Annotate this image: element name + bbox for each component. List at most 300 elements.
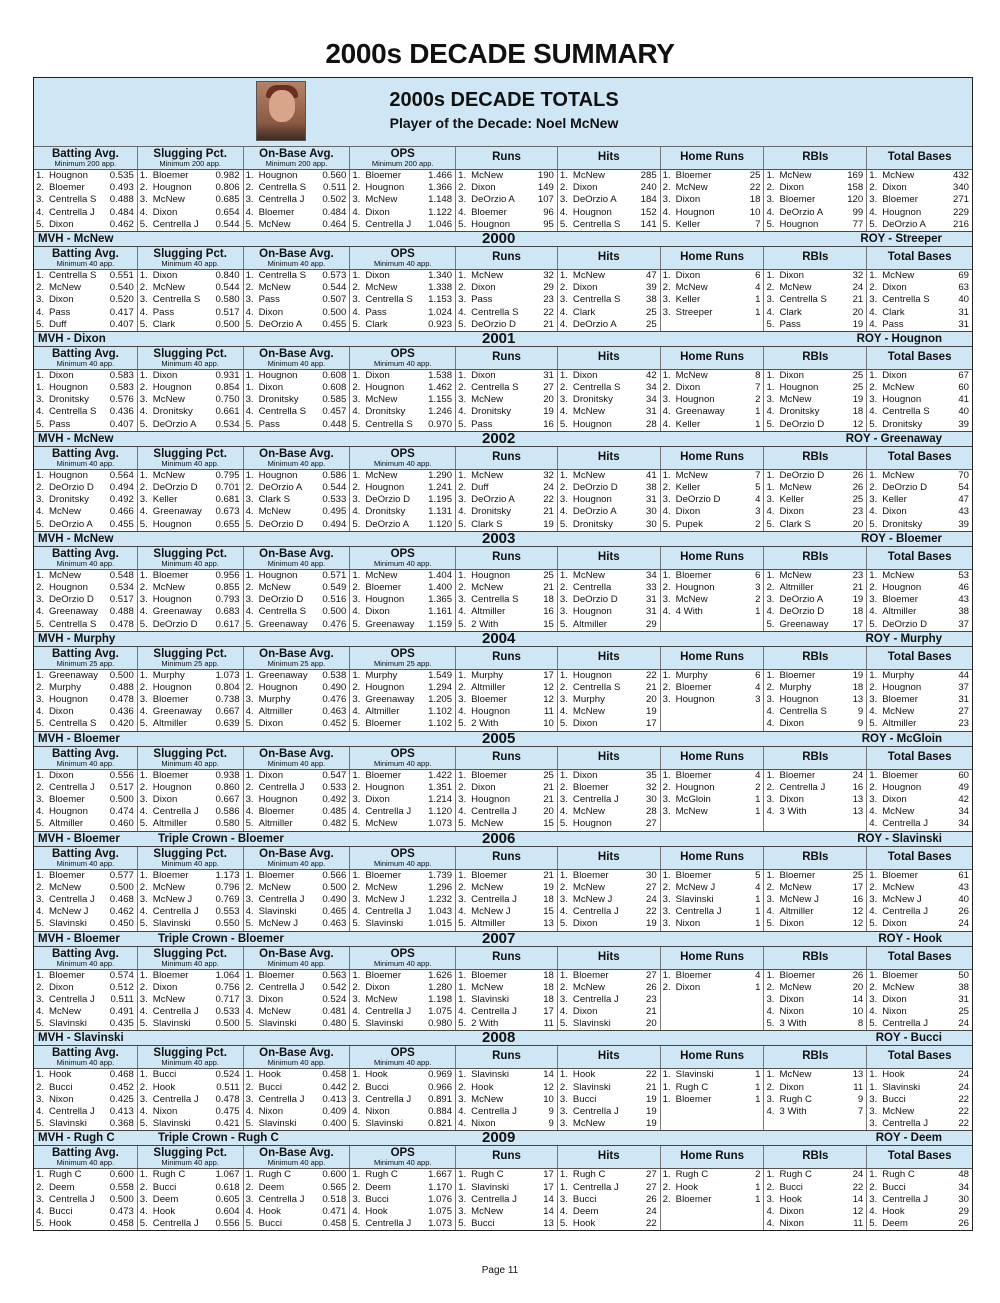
player-name: McNew xyxy=(471,581,504,593)
rank: 5. xyxy=(352,318,361,330)
leader-cell-ops xyxy=(350,594,456,606)
leader-rows xyxy=(34,870,972,931)
player-name: Clark xyxy=(572,306,596,318)
player-name: Bloemer xyxy=(365,581,402,593)
stat-value: 13 xyxy=(543,1218,554,1230)
table-row xyxy=(34,894,972,906)
player-name: McNew J xyxy=(365,893,405,905)
player-name: Dixon xyxy=(572,918,598,930)
column-header-hr xyxy=(661,847,765,869)
rank: 3. xyxy=(559,294,568,306)
column-title: Home Runs xyxy=(680,850,745,863)
rank: 3. xyxy=(245,394,254,406)
player-name: Rugh C xyxy=(779,1093,812,1105)
minimum-note: Minimum 40 app. xyxy=(267,258,326,268)
rank: 3. xyxy=(458,594,467,606)
rank: 3. xyxy=(662,306,671,318)
rank: 4. xyxy=(869,1006,878,1018)
stat-value: 149 xyxy=(537,182,554,194)
stat-value: 18 xyxy=(749,194,761,206)
stat-value: 0.462 xyxy=(109,906,134,918)
leader-cell-obp xyxy=(244,319,351,331)
rank: 3. xyxy=(559,394,568,406)
rank: 5. xyxy=(36,1018,45,1030)
minimum-note: Minimum 40 app. xyxy=(56,458,115,468)
leader-cell-ops xyxy=(350,906,456,918)
leader-cell-avg xyxy=(34,882,138,894)
player-name: Duff xyxy=(471,482,489,493)
player-name: Hougnon xyxy=(882,206,922,218)
leader-cell-avg xyxy=(34,482,138,494)
leader-cell-runs xyxy=(456,806,558,818)
stat-value xyxy=(760,706,763,718)
rank: 4. xyxy=(36,906,45,918)
leader-cell-slg xyxy=(138,970,244,982)
leader-cell-ops xyxy=(350,770,456,782)
player-name: Rugh C xyxy=(675,1081,709,1093)
column-header-tb xyxy=(867,647,972,669)
season-year: 2008 xyxy=(482,1029,516,1047)
rank: 3. xyxy=(36,893,45,905)
rank: 4. xyxy=(766,1006,775,1018)
column-title: RBIs xyxy=(802,550,829,563)
stat-value: 27 xyxy=(646,1181,657,1193)
leader-cell-runs xyxy=(456,1006,558,1018)
leader-cell-avg xyxy=(34,1218,138,1230)
rank: 3. xyxy=(869,594,878,606)
rank: 5. xyxy=(559,1018,568,1030)
rank: 4. xyxy=(245,406,254,418)
stat-value: 0.583 xyxy=(109,369,134,381)
player-name: Dronitsky xyxy=(471,406,512,418)
rank: 5. xyxy=(662,518,671,530)
stat-value: 24 xyxy=(646,893,657,905)
rank: 4. xyxy=(662,606,671,618)
leader-cell-runs xyxy=(456,1218,558,1230)
player-name: Bucci xyxy=(49,1081,73,1093)
player-name: Centrella J xyxy=(49,1106,95,1117)
leader-cell-hits xyxy=(558,282,661,294)
rank: 2. xyxy=(36,581,45,593)
leader-cell-tb xyxy=(867,982,972,994)
stat-value: 0.534 xyxy=(215,418,240,430)
stat-value: 3 xyxy=(755,694,761,706)
player-name: Hook xyxy=(882,1205,905,1217)
player-name: McNew xyxy=(258,881,291,893)
stat-value: 17 xyxy=(646,718,657,730)
stat-value: 0.586 xyxy=(322,469,347,481)
leader-cell-tb xyxy=(867,1206,972,1218)
column-title: OPS xyxy=(390,847,415,860)
stat-value: 33 xyxy=(646,581,657,593)
rank: 1. xyxy=(766,369,775,381)
player-name: Dixon xyxy=(365,206,390,218)
stat-value: 0.500 xyxy=(322,881,347,893)
player-name: Nixon xyxy=(49,1093,74,1105)
rank: 1. xyxy=(245,1169,254,1181)
column-header-rbi xyxy=(764,347,867,369)
player-name: DeOrzio A xyxy=(779,206,824,218)
rank: 4. xyxy=(662,406,671,418)
rank: 1. xyxy=(869,269,878,281)
leader-cell-ops xyxy=(350,870,456,882)
leader-cell-ops xyxy=(350,818,456,830)
rank: 3. xyxy=(869,1106,878,1117)
rank: 4. xyxy=(766,1218,775,1230)
leader-cell-rbi xyxy=(764,570,867,582)
stat-value: 0.538 xyxy=(322,669,347,681)
leader-cell-runs xyxy=(456,694,558,706)
player-name: Bloemer xyxy=(675,869,712,881)
leader-cell-avg xyxy=(34,170,138,182)
rank: 4. xyxy=(36,1106,45,1117)
rank: 5. xyxy=(139,518,148,530)
rank: 4. xyxy=(766,206,775,218)
column-title: Runs xyxy=(492,1150,521,1163)
leader-cell-hr xyxy=(661,494,765,506)
column-title: RBIs xyxy=(802,950,829,963)
stat-value: 1.076 xyxy=(428,1193,453,1205)
stat-value: 96 xyxy=(543,206,554,218)
stat-value: 2 xyxy=(755,594,761,606)
stat-value: 0.500 xyxy=(215,1018,240,1030)
rank: 3. xyxy=(36,1093,45,1105)
player-name: Murphy xyxy=(675,669,708,681)
leader-cell-runs xyxy=(456,182,558,194)
stat-value: 0.969 xyxy=(428,1069,453,1081)
stat-value: 10 xyxy=(543,718,554,730)
leader-cell-obp xyxy=(244,494,351,506)
leader-cell-rbi xyxy=(764,870,867,882)
rank: 3. xyxy=(245,694,254,706)
player-name: Hougnon xyxy=(49,170,88,181)
player-name: McNew xyxy=(152,881,185,893)
leader-cell-tb xyxy=(867,382,972,394)
rank: 1. xyxy=(36,569,45,581)
leader-cell-tb xyxy=(867,482,972,494)
player-name: Hougnon xyxy=(365,382,405,394)
player-name: Hougnon xyxy=(258,794,298,805)
player-name: Bloemer xyxy=(779,669,816,681)
table-row xyxy=(34,794,972,806)
rank: 5. xyxy=(458,1218,467,1230)
minimum-note: Minimum 40 app. xyxy=(56,1058,115,1068)
rank: 2. xyxy=(559,282,568,294)
roy-label: ROY - Greenaway xyxy=(845,432,942,445)
player-name: McNew xyxy=(779,569,812,581)
stat-value: 0.673 xyxy=(215,506,240,518)
leader-cell-hr xyxy=(661,307,765,319)
leader-rows xyxy=(34,970,972,1031)
stat-value: 0.683 xyxy=(215,606,240,618)
leader-cell-tb xyxy=(867,207,972,219)
stat-value: 0.460 xyxy=(109,818,134,830)
stat-value xyxy=(760,1006,763,1018)
stat-value: 26 xyxy=(958,906,970,918)
leader-cell-avg xyxy=(34,906,138,918)
leader-cell-obp xyxy=(244,194,351,206)
leader-cell-slg xyxy=(138,570,244,582)
column-title: OPS xyxy=(390,547,415,560)
rank: 3. xyxy=(559,1118,568,1130)
rank: 1. xyxy=(352,369,361,381)
player-name: Hougnon xyxy=(471,706,511,718)
leader-cell-obp xyxy=(244,1206,351,1218)
leader-cell-avg xyxy=(34,1082,138,1094)
leader-cell-obp xyxy=(244,682,351,694)
leader-cell-avg xyxy=(34,182,138,194)
stat-value: 1.246 xyxy=(428,406,453,418)
stat-value: 23 xyxy=(543,294,554,306)
player-name: McNew xyxy=(152,469,185,481)
player-name: Keller xyxy=(882,494,907,506)
column-header-obp xyxy=(244,1146,351,1168)
leader-cell-rbi xyxy=(764,982,867,994)
player-name: Centrella J xyxy=(49,1193,95,1205)
column-title: Total Bases xyxy=(887,350,952,363)
leader-cell-hits xyxy=(558,970,661,982)
stat-value: 4 xyxy=(755,881,761,893)
leader-cell-avg xyxy=(34,394,138,406)
rank: 2. xyxy=(869,581,878,593)
player-name: Bloemer xyxy=(572,781,609,793)
stat-value: 1.159 xyxy=(428,618,453,630)
leader-cell-slg xyxy=(138,1094,244,1106)
stat-value: 53 xyxy=(958,569,970,581)
stat-value: 0.639 xyxy=(215,718,240,730)
stat-value: 1.015 xyxy=(428,918,453,930)
player-name: Bloemer xyxy=(675,969,712,981)
player-name: Hougnon xyxy=(882,581,922,593)
rank: 5. xyxy=(352,618,361,630)
leader-cell-rbi xyxy=(764,619,867,631)
stat-value: 37 xyxy=(958,618,970,630)
stat-value: 0.517 xyxy=(109,594,134,606)
column-header-hr xyxy=(661,447,765,469)
stat-value: 25 xyxy=(543,569,554,581)
player-name: Slavinski xyxy=(49,1018,87,1030)
player-name: Clark xyxy=(779,306,802,318)
leader-cell-hr xyxy=(661,1018,765,1030)
rank: 3. xyxy=(245,993,254,1005)
leader-cell-tb xyxy=(867,506,972,518)
stat-value: 1 xyxy=(755,294,761,306)
rank: 1. xyxy=(139,669,148,681)
player-name: Bloemer xyxy=(471,969,507,981)
rank: 4. xyxy=(36,306,45,318)
column-title: RBIs xyxy=(802,650,829,663)
rank: 2. xyxy=(458,282,467,294)
stat-value: 152 xyxy=(640,206,657,218)
stat-value: 0.484 xyxy=(322,206,347,218)
leader-cell-rbi xyxy=(764,307,867,319)
player-name: DeOrzio A xyxy=(882,218,926,230)
table-row xyxy=(34,307,972,319)
column-header-rbi xyxy=(764,247,867,269)
season-year: 2004 xyxy=(482,629,516,647)
leader-cell-rbi xyxy=(764,806,867,818)
player-name: McNew xyxy=(471,818,504,830)
player-name: Hougnon xyxy=(882,394,922,406)
triple-crown-label: Triple Crown - Bloemer xyxy=(158,832,284,845)
player-name: Hougnon xyxy=(365,681,405,693)
player-name: Pass xyxy=(779,318,801,330)
table-row xyxy=(34,694,972,706)
leader-cell-rbi xyxy=(764,970,867,982)
column-title: RBIs xyxy=(802,1050,829,1063)
leader-cell-ops xyxy=(350,207,456,219)
leader-cell-hr xyxy=(661,794,765,806)
player-name: Hougnon xyxy=(152,518,192,530)
rank: 1. xyxy=(36,969,45,981)
player-name: Centrella S xyxy=(572,294,621,306)
leader-cell-hits xyxy=(558,606,661,618)
stat-value: 0.566 xyxy=(322,869,347,881)
leader-cell-slg xyxy=(138,1218,244,1230)
player-name: Clark xyxy=(365,318,388,330)
leader-cell-hits xyxy=(558,918,661,930)
player-name: Greenaway xyxy=(49,669,99,681)
rank: 1. xyxy=(245,170,254,181)
player-name: Centrella J xyxy=(49,206,95,218)
stat-value: 17 xyxy=(852,881,864,893)
table-row xyxy=(34,706,972,718)
player-name: Centrella S xyxy=(49,269,97,281)
stat-value: 0.500 xyxy=(109,669,134,681)
mvh-label: MVH - Dixon xyxy=(38,332,106,345)
stat-value: 17 xyxy=(543,1169,554,1181)
stat-value: 1.102 xyxy=(428,706,453,718)
player-name: Keller xyxy=(675,294,701,306)
minimum-note: Minimum 40 app. xyxy=(161,1058,219,1068)
leader-cell-ops xyxy=(350,506,456,518)
rank: 4. xyxy=(458,1006,467,1018)
rank: 3. xyxy=(869,194,878,206)
column-header-slg xyxy=(138,147,244,169)
rank: 2. xyxy=(352,1081,361,1093)
player-name: Bloemer xyxy=(779,969,816,981)
player-name: Nixon xyxy=(779,1006,804,1018)
player-name: Bloemer xyxy=(365,969,402,981)
table-row xyxy=(34,370,972,382)
minimum-note: Minimum 25 app. xyxy=(56,658,115,668)
rank: 2. xyxy=(458,182,467,194)
player-name: Centrella J xyxy=(258,781,305,793)
stat-value: 1.075 xyxy=(428,1205,453,1217)
stat-value: 0.462 xyxy=(109,218,134,230)
leader-cell-obp xyxy=(244,419,351,431)
leader-cell-runs xyxy=(456,706,558,718)
stat-value: 12 xyxy=(852,418,864,430)
rank: 2. xyxy=(139,981,148,993)
column-header-runs xyxy=(456,747,558,769)
rank: 2. xyxy=(662,282,671,294)
column-header-hits xyxy=(558,1046,661,1068)
leader-cell-runs xyxy=(456,1194,558,1206)
leader-cell-hits xyxy=(558,1206,661,1218)
leader-cell-ops xyxy=(350,482,456,494)
player-name: Hougnon xyxy=(365,781,405,793)
stat-value: 0.840 xyxy=(215,269,240,281)
leader-cell-hr xyxy=(661,894,765,906)
player-name: DeOrzio D xyxy=(152,618,198,630)
column-header-tb xyxy=(867,1046,972,1068)
leader-cell-obp xyxy=(244,470,351,482)
leader-cell-avg xyxy=(34,1006,138,1018)
leader-cell-avg xyxy=(34,319,138,331)
column-header-runs xyxy=(456,547,558,569)
stat-value: 0.458 xyxy=(109,1218,134,1230)
table-row xyxy=(34,470,972,482)
column-header-slg xyxy=(138,347,244,369)
player-name: DeOrzio A xyxy=(365,518,410,530)
rank: 2. xyxy=(139,1081,148,1093)
player-name: McNew xyxy=(779,170,812,181)
leader-cell-ops xyxy=(350,970,456,982)
player-name: McNew xyxy=(471,269,504,281)
leader-cell-ops xyxy=(350,806,456,818)
player-name: Rugh C xyxy=(779,1169,812,1181)
rank: 4. xyxy=(245,1205,254,1217)
player-name: McNew xyxy=(572,981,605,993)
column-header-hr xyxy=(661,147,765,169)
stat-value: 1.155 xyxy=(428,394,453,406)
leader-cell-hr xyxy=(661,682,765,694)
player-name: Centrella S xyxy=(471,594,519,606)
leader-cell-tb xyxy=(867,182,972,194)
season-year: 2000 xyxy=(482,229,516,247)
rank: 1. xyxy=(36,469,45,481)
rank: 5. xyxy=(458,718,467,730)
rank: 3. xyxy=(559,1093,568,1105)
rank: 5. xyxy=(559,518,568,530)
player-name: Hougnon xyxy=(258,170,298,181)
player-name: Dixon xyxy=(779,182,804,194)
player-name: Hougnon xyxy=(471,569,511,581)
rank: 2. xyxy=(245,482,254,493)
player-name: McNew xyxy=(152,394,185,406)
player-name: Hougnon xyxy=(152,681,192,693)
leader-cell-rbi xyxy=(764,1118,867,1130)
player-name: McNew xyxy=(675,282,708,294)
stat-value: 22 xyxy=(543,494,554,506)
rank: 1. xyxy=(458,869,467,881)
rank: 5. xyxy=(458,1018,467,1030)
player-name: Altmiller xyxy=(258,818,293,830)
stat-value: 31 xyxy=(958,318,970,330)
column-header-tb xyxy=(867,947,972,969)
stat-value: 25 xyxy=(543,769,554,781)
column-title: Hits xyxy=(597,350,620,363)
rank: 5. xyxy=(139,418,148,430)
stat-value: 21 xyxy=(852,581,864,593)
leader-cell-hits xyxy=(558,494,661,506)
leader-cell-hr xyxy=(661,619,765,631)
leader-cell-rbi xyxy=(764,506,867,518)
player-name: Dixon xyxy=(471,369,496,381)
stat-value: 42 xyxy=(958,794,970,805)
player-name: Hougnon xyxy=(572,418,612,430)
table-row xyxy=(34,582,972,594)
rank: 4. xyxy=(662,418,671,430)
rank: 2. xyxy=(869,382,878,394)
leader-cell-obp xyxy=(244,670,351,682)
player-name: Centrella S xyxy=(49,194,97,206)
player-name: Centrella S xyxy=(471,306,519,318)
player-name: Dronitsky xyxy=(49,494,89,506)
player-name: Greenaway xyxy=(258,618,308,630)
season-bar xyxy=(34,831,972,847)
